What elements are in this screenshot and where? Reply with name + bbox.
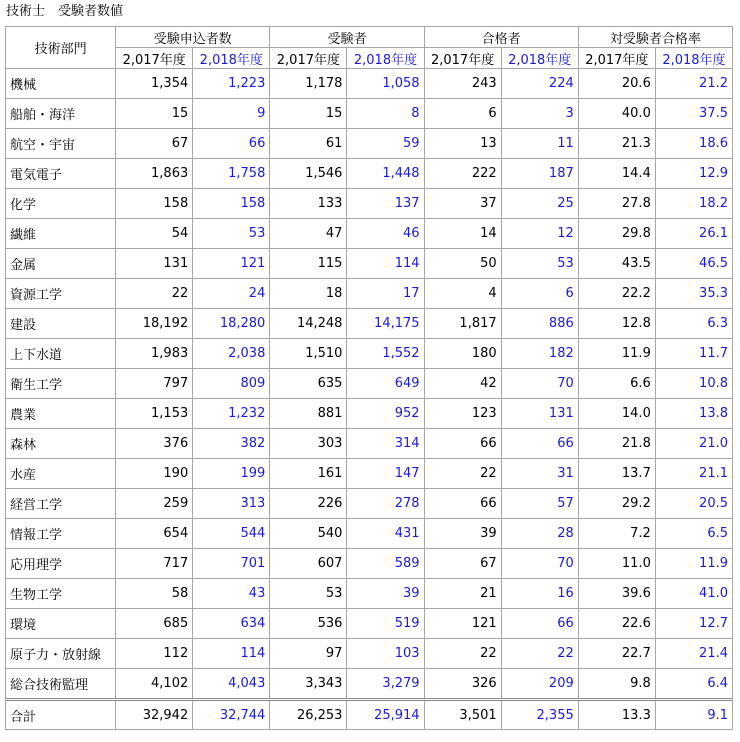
value-cell-2017: 39.6	[578, 579, 655, 609]
value-cell-2018: 6.4	[655, 669, 732, 700]
value-cell-2017: 3,501	[424, 700, 501, 730]
group-header-passers: 合格者	[424, 27, 578, 48]
value-cell-2018: 701	[193, 549, 270, 579]
value-cell-2018: 16	[501, 579, 578, 609]
value-cell-2018: 12.7	[655, 609, 732, 639]
group-header-pass-rate: 対受験者合格率	[578, 27, 732, 48]
value-cell-2018: 187	[501, 159, 578, 189]
table-row	[6, 399, 733, 429]
value-cell-2017: 22.6	[578, 609, 655, 639]
value-cell-2018: 199	[193, 459, 270, 489]
year-header-2017: 2,017年度	[578, 48, 655, 69]
value-cell-2018: 114	[193, 639, 270, 669]
total-row	[6, 700, 733, 730]
value-cell-2018: 18.6	[655, 129, 732, 159]
table-row	[6, 249, 733, 279]
value-cell-2018: 544	[193, 519, 270, 549]
value-cell-2017: 32,942	[116, 700, 193, 730]
value-cell-2017: 123	[424, 399, 501, 429]
value-cell-2018: 66	[501, 609, 578, 639]
value-cell-2017: 14.4	[578, 159, 655, 189]
value-cell-2017: 15	[116, 99, 193, 129]
value-cell-2018: 114	[347, 249, 424, 279]
table-row	[6, 489, 733, 519]
value-cell-2017: 12.8	[578, 309, 655, 339]
value-cell-2018: 431	[347, 519, 424, 549]
value-cell-2017: 26,253	[270, 700, 347, 730]
value-cell-2017: 22	[424, 459, 501, 489]
value-cell-2018: 1,223	[193, 69, 270, 99]
dept-name-cell: 応用理学	[6, 549, 116, 579]
value-cell-2017: 22	[116, 279, 193, 309]
dept-name-cell: 衛生工学	[6, 369, 116, 399]
table-row	[6, 639, 733, 669]
value-cell-2017: 6	[424, 99, 501, 129]
value-cell-2017: 6.6	[578, 369, 655, 399]
value-cell-2018: 53	[193, 219, 270, 249]
value-cell-2018: 57	[501, 489, 578, 519]
value-cell-2018: 4,043	[193, 669, 270, 700]
group-header-applicants: 受験申込者数	[116, 27, 270, 48]
value-cell-2018: 9	[193, 99, 270, 129]
value-cell-2017: 685	[116, 609, 193, 639]
value-cell-2017: 222	[424, 159, 501, 189]
value-cell-2017: 654	[116, 519, 193, 549]
value-cell-2017: 133	[270, 189, 347, 219]
dept-name-cell: 船舶・海洋	[6, 99, 116, 129]
value-cell-2017: 53	[270, 579, 347, 609]
value-cell-2018: 35.3	[655, 279, 732, 309]
value-cell-2017: 9.8	[578, 669, 655, 700]
dept-name-cell: 農業	[6, 399, 116, 429]
value-cell-2018: 39	[347, 579, 424, 609]
value-cell-2018: 103	[347, 639, 424, 669]
table-row	[6, 189, 733, 219]
value-cell-2017: 29.8	[578, 219, 655, 249]
value-cell-2018: 24	[193, 279, 270, 309]
value-cell-2017: 1,546	[270, 159, 347, 189]
value-cell-2018: 26.1	[655, 219, 732, 249]
value-cell-2017: 14,248	[270, 309, 347, 339]
value-cell-2017: 66	[424, 429, 501, 459]
value-cell-2017: 1,354	[116, 69, 193, 99]
value-cell-2018: 66	[501, 429, 578, 459]
value-cell-2018: 6.3	[655, 309, 732, 339]
value-cell-2017: 61	[270, 129, 347, 159]
value-cell-2017: 66	[424, 489, 501, 519]
value-cell-2017: 47	[270, 219, 347, 249]
table-row	[6, 609, 733, 639]
value-cell-2017: 540	[270, 519, 347, 549]
dept-name-cell: 上下水道	[6, 339, 116, 369]
value-cell-2018: 314	[347, 429, 424, 459]
value-cell-2018: 25,914	[347, 700, 424, 730]
value-cell-2017: 58	[116, 579, 193, 609]
results-table	[5, 26, 733, 730]
value-cell-2017: 190	[116, 459, 193, 489]
value-cell-2017: 112	[116, 639, 193, 669]
value-cell-2017: 39	[424, 519, 501, 549]
value-cell-2017: 4,102	[116, 669, 193, 700]
dept-name-cell: 建設	[6, 309, 116, 339]
value-cell-2018: 589	[347, 549, 424, 579]
value-cell-2018: 12	[501, 219, 578, 249]
value-cell-2018: 17	[347, 279, 424, 309]
value-cell-2017: 14	[424, 219, 501, 249]
value-cell-2017: 376	[116, 429, 193, 459]
value-cell-2017: 29.2	[578, 489, 655, 519]
value-cell-2017: 11.9	[578, 339, 655, 369]
value-cell-2017: 607	[270, 549, 347, 579]
table-row	[6, 219, 733, 249]
value-cell-2018: 11.9	[655, 549, 732, 579]
value-cell-2017: 635	[270, 369, 347, 399]
value-cell-2017: 717	[116, 549, 193, 579]
value-cell-2018: 70	[501, 549, 578, 579]
table-row	[6, 549, 733, 579]
value-cell-2018: 21.1	[655, 459, 732, 489]
value-cell-2018: 11.7	[655, 339, 732, 369]
value-cell-2017: 1,178	[270, 69, 347, 99]
value-cell-2017: 43.5	[578, 249, 655, 279]
value-cell-2018: 1,058	[347, 69, 424, 99]
value-cell-2018: 32,744	[193, 700, 270, 730]
value-cell-2017: 18	[270, 279, 347, 309]
value-cell-2018: 37.5	[655, 99, 732, 129]
value-cell-2018: 137	[347, 189, 424, 219]
year-header-2018: 2,018年度	[193, 48, 270, 69]
value-cell-2018: 1,758	[193, 159, 270, 189]
value-cell-2018: 41.0	[655, 579, 732, 609]
value-cell-2017: 27.8	[578, 189, 655, 219]
value-cell-2018: 59	[347, 129, 424, 159]
table-row	[6, 279, 733, 309]
value-cell-2017: 20.6	[578, 69, 655, 99]
table-row	[6, 369, 733, 399]
value-cell-2017: 881	[270, 399, 347, 429]
table-row	[6, 339, 733, 369]
value-cell-2017: 3,343	[270, 669, 347, 700]
dept-name-cell: 水産	[6, 459, 116, 489]
value-cell-2018: 313	[193, 489, 270, 519]
value-cell-2018: 20.5	[655, 489, 732, 519]
value-cell-2018: 28	[501, 519, 578, 549]
value-cell-2018: 18.2	[655, 189, 732, 219]
value-cell-2018: 13.8	[655, 399, 732, 429]
value-cell-2018: 70	[501, 369, 578, 399]
value-cell-2018: 31	[501, 459, 578, 489]
value-cell-2017: 158	[116, 189, 193, 219]
dept-name-cell: 繊維	[6, 219, 116, 249]
value-cell-2018: 66	[193, 129, 270, 159]
value-cell-2018: 6.5	[655, 519, 732, 549]
value-cell-2018: 46.5	[655, 249, 732, 279]
value-cell-2017: 1,510	[270, 339, 347, 369]
value-cell-2017: 115	[270, 249, 347, 279]
dept-name-cell: 航空・宇宙	[6, 129, 116, 159]
dept-name-cell: 資源工学	[6, 279, 116, 309]
value-cell-2018: 809	[193, 369, 270, 399]
value-cell-2018: 382	[193, 429, 270, 459]
value-cell-2017: 97	[270, 639, 347, 669]
value-cell-2017: 67	[424, 549, 501, 579]
value-cell-2017: 226	[270, 489, 347, 519]
value-cell-2017: 40.0	[578, 99, 655, 129]
value-cell-2018: 634	[193, 609, 270, 639]
value-cell-2018: 21.0	[655, 429, 732, 459]
value-cell-2018: 8	[347, 99, 424, 129]
value-cell-2018: 519	[347, 609, 424, 639]
value-cell-2018: 2,038	[193, 339, 270, 369]
value-cell-2017: 326	[424, 669, 501, 700]
table-row	[6, 129, 733, 159]
year-header-2017: 2,017年度	[424, 48, 501, 69]
value-cell-2017: 67	[116, 129, 193, 159]
table-row	[6, 429, 733, 459]
value-cell-2018: 18,280	[193, 309, 270, 339]
value-cell-2018: 9.1	[655, 700, 732, 730]
value-cell-2017: 13	[424, 129, 501, 159]
value-cell-2018: 121	[193, 249, 270, 279]
table-row	[6, 69, 733, 99]
value-cell-2017: 121	[424, 609, 501, 639]
dept-name-cell: 原子力・放射線	[6, 639, 116, 669]
value-cell-2017: 303	[270, 429, 347, 459]
value-cell-2018: 12.9	[655, 159, 732, 189]
value-cell-2018: 278	[347, 489, 424, 519]
value-cell-2017: 4	[424, 279, 501, 309]
dept-name-cell: 金属	[6, 249, 116, 279]
value-cell-2018: 131	[501, 399, 578, 429]
dept-name-cell: 環境	[6, 609, 116, 639]
dept-name-cell: 機械	[6, 69, 116, 99]
dept-name-cell: 化学	[6, 189, 116, 219]
value-cell-2017: 50	[424, 249, 501, 279]
value-cell-2018: 886	[501, 309, 578, 339]
value-cell-2018: 649	[347, 369, 424, 399]
value-cell-2018: 10.8	[655, 369, 732, 399]
value-cell-2017: 7.2	[578, 519, 655, 549]
value-cell-2017: 536	[270, 609, 347, 639]
value-cell-2017: 1,817	[424, 309, 501, 339]
value-cell-2018: 147	[347, 459, 424, 489]
value-cell-2018: 25	[501, 189, 578, 219]
value-cell-2017: 22.7	[578, 639, 655, 669]
value-cell-2018: 952	[347, 399, 424, 429]
value-cell-2017: 37	[424, 189, 501, 219]
value-cell-2017: 259	[116, 489, 193, 519]
dept-name-cell: 電気電子	[6, 159, 116, 189]
table-row	[6, 309, 733, 339]
dept-header: 技術部門	[6, 27, 116, 69]
year-header-2018: 2,018年度	[501, 48, 578, 69]
value-cell-2017: 54	[116, 219, 193, 249]
value-cell-2018: 1,232	[193, 399, 270, 429]
value-cell-2018: 3,279	[347, 669, 424, 700]
page-title: 技術士 受験者数値	[6, 4, 124, 19]
value-cell-2018: 11	[501, 129, 578, 159]
value-cell-2018: 6	[501, 279, 578, 309]
value-cell-2017: 14.0	[578, 399, 655, 429]
value-cell-2017: 13.7	[578, 459, 655, 489]
value-cell-2017: 22	[424, 639, 501, 669]
value-cell-2017: 21	[424, 579, 501, 609]
value-cell-2018: 1,552	[347, 339, 424, 369]
year-header-2017: 2,017年度	[270, 48, 347, 69]
value-cell-2017: 180	[424, 339, 501, 369]
value-cell-2017: 1,983	[116, 339, 193, 369]
value-cell-2017: 1,153	[116, 399, 193, 429]
value-cell-2017: 11.0	[578, 549, 655, 579]
value-cell-2018: 53	[501, 249, 578, 279]
dept-name-cell: 総合技術監理	[6, 669, 116, 700]
dept-name-cell: 情報工学	[6, 519, 116, 549]
value-cell-2018: 209	[501, 669, 578, 700]
value-cell-2017: 13.3	[578, 700, 655, 730]
value-cell-2017: 21.3	[578, 129, 655, 159]
group-header-examinees: 受験者	[270, 27, 424, 48]
value-cell-2017: 797	[116, 369, 193, 399]
value-cell-2018: 2,355	[501, 700, 578, 730]
dept-name-cell: 経営工学	[6, 489, 116, 519]
value-cell-2018: 224	[501, 69, 578, 99]
table-row	[6, 669, 733, 700]
value-cell-2018: 1,448	[347, 159, 424, 189]
year-header-2018: 2,018年度	[655, 48, 732, 69]
dept-name-cell: 生物工学	[6, 579, 116, 609]
value-cell-2018: 21.2	[655, 69, 732, 99]
table-row	[6, 459, 733, 489]
value-cell-2017: 21.8	[578, 429, 655, 459]
value-cell-2018: 21.4	[655, 639, 732, 669]
value-cell-2017: 161	[270, 459, 347, 489]
value-cell-2018: 22	[501, 639, 578, 669]
value-cell-2017: 18,192	[116, 309, 193, 339]
value-cell-2018: 46	[347, 219, 424, 249]
value-cell-2018: 43	[193, 579, 270, 609]
value-cell-2017: 15	[270, 99, 347, 129]
value-cell-2017: 22.2	[578, 279, 655, 309]
value-cell-2018: 182	[501, 339, 578, 369]
value-cell-2017: 243	[424, 69, 501, 99]
value-cell-2018: 158	[193, 189, 270, 219]
year-header-2017: 2,017年度	[116, 48, 193, 69]
value-cell-2018: 14,175	[347, 309, 424, 339]
table-row	[6, 159, 733, 189]
dept-name-cell: 合計	[6, 700, 116, 730]
table-row	[6, 519, 733, 549]
value-cell-2017: 1,863	[116, 159, 193, 189]
table-row	[6, 579, 733, 609]
value-cell-2018: 3	[501, 99, 578, 129]
value-cell-2017: 131	[116, 249, 193, 279]
table-row	[6, 99, 733, 129]
value-cell-2017: 42	[424, 369, 501, 399]
year-header-2018: 2,018年度	[347, 48, 424, 69]
dept-name-cell: 森林	[6, 429, 116, 459]
